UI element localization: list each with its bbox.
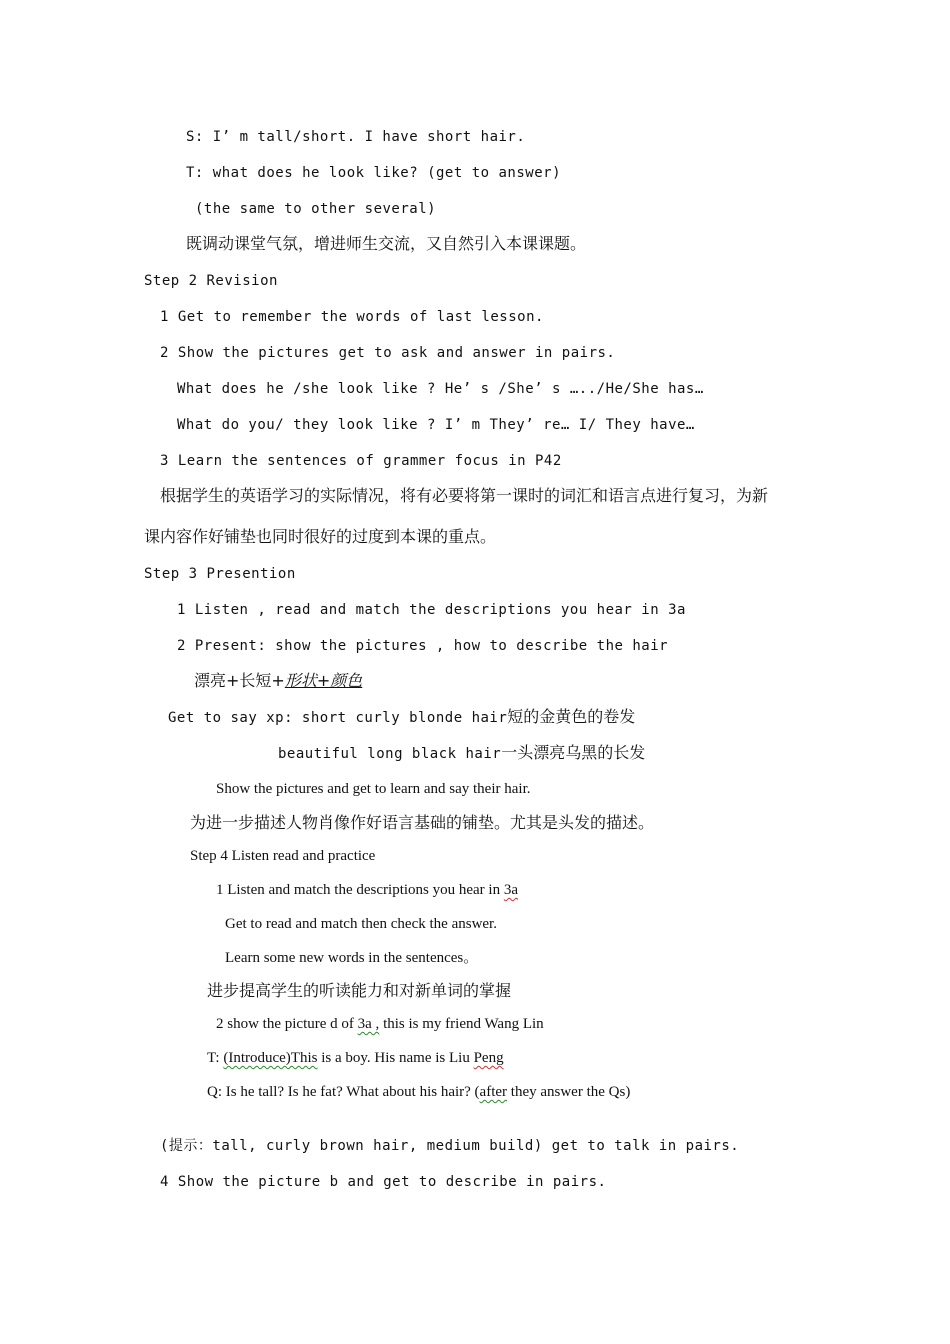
line-practice-1	[216, 880, 518, 900]
line-teacher-question: T: what does he look like? (get to answer)	[186, 165, 562, 181]
introduce-marked: (Introduce)This	[223, 1050, 318, 1066]
line-revision-3: 3 Learn the sentences of grammer focus in P42	[160, 453, 562, 469]
example-1-english: Get to say xp: short curly blonde hair	[168, 710, 508, 726]
hair-order-plain: 漂亮+长短+	[194, 671, 285, 690]
practice-2-text-a: 2 show the picture d of	[216, 1016, 358, 1032]
line-revision-1: 1 Get to remember the words of last lesson.	[160, 309, 544, 325]
example-2-chinese: 一头漂亮乌黑的长发	[501, 743, 646, 762]
practice-2-ref: 3a ,	[357, 1016, 380, 1032]
line-introduce	[207, 1048, 504, 1068]
line-purpose-note-2a: 根据学生的英语学习的实际情况，将有必要将第一课时的词汇和语言点进行复习，为新	[160, 486, 769, 505]
heading-step-4: Step 4 Listen read and practice	[190, 848, 376, 864]
line-questions	[207, 1082, 630, 1102]
line-presentation-2: 2 Present: show the pictures , how to describe the hair	[177, 638, 669, 654]
line-new-words: Learn some new words in the sentences。	[225, 950, 479, 966]
hair-order-emphasis: 形状+颜色	[284, 671, 363, 690]
practice-1-ref: 3a	[503, 882, 519, 898]
heading-step-2: Step 2 Revision	[144, 273, 278, 289]
line-read-and-match: Get to read and match then check the answer.	[225, 916, 497, 932]
line-step-4-item-4: 4 Show the picture b and get to describe in pairs.	[160, 1174, 607, 1190]
example-1-chinese: 短的金黄色的卷发	[507, 707, 636, 726]
questions-text-b: they answer the Qs)	[507, 1084, 631, 1100]
line-revision-pattern-2: What do you/ they look like ? I’ m They’ re… I/ They have…	[177, 417, 695, 433]
line-purpose-note-3: 为进一步描述人物肖像作好语言基础的铺垫。尤其是头发的描述。	[190, 813, 655, 832]
heading-step-3: Step 3 Presention	[144, 566, 296, 582]
introduce-name: Peng	[473, 1050, 504, 1066]
line-purpose-note-4: 进步提高学生的听读能力和对新单词的掌握	[207, 981, 512, 1000]
questions-marked: after	[479, 1084, 508, 1100]
introduce-prefix: T:	[207, 1050, 224, 1066]
line-example-1	[168, 707, 635, 728]
line-same-to-others: (the same to other several)	[195, 201, 437, 217]
line-revision-pattern-1: What does he /she look like ? He’ s /She’ s …../He/She has…	[177, 381, 704, 397]
line-student-answer: S: I’ m tall/short. I have short hair.	[186, 129, 526, 145]
line-hint: (提示：tall, curly brown hair, medium build) get to talk in pairs.	[160, 1138, 740, 1154]
practice-1-text: 1 Listen and match the descriptions you hear in	[216, 882, 504, 898]
introduce-text: is a boy. His name is Liu	[317, 1050, 474, 1066]
line-presentation-1: 1 Listen , read and match the descriptions you hear in 3a	[177, 602, 686, 618]
line-hair-order	[194, 671, 362, 691]
line-example-2	[278, 743, 645, 764]
line-purpose-note-1: 既调动课堂气氛，增进师生交流，又自然引入本课课题。	[186, 234, 587, 253]
line-purpose-note-2b: 课内容作好铺垫也同时很好的过度到本课的重点。	[144, 527, 497, 546]
line-revision-2: 2 Show the pictures get to ask and answer in pairs.	[160, 345, 616, 361]
practice-2-text-b: this is my friend Wang Lin	[379, 1016, 544, 1032]
line-practice-2	[216, 1014, 544, 1034]
line-show-pictures: Show the pictures and get to learn and say their hair.	[216, 781, 531, 797]
questions-text-a: Q: Is he tall? Is he fat? What about his hair? (	[207, 1084, 480, 1100]
example-2-english: beautiful long black hair	[278, 746, 502, 762]
